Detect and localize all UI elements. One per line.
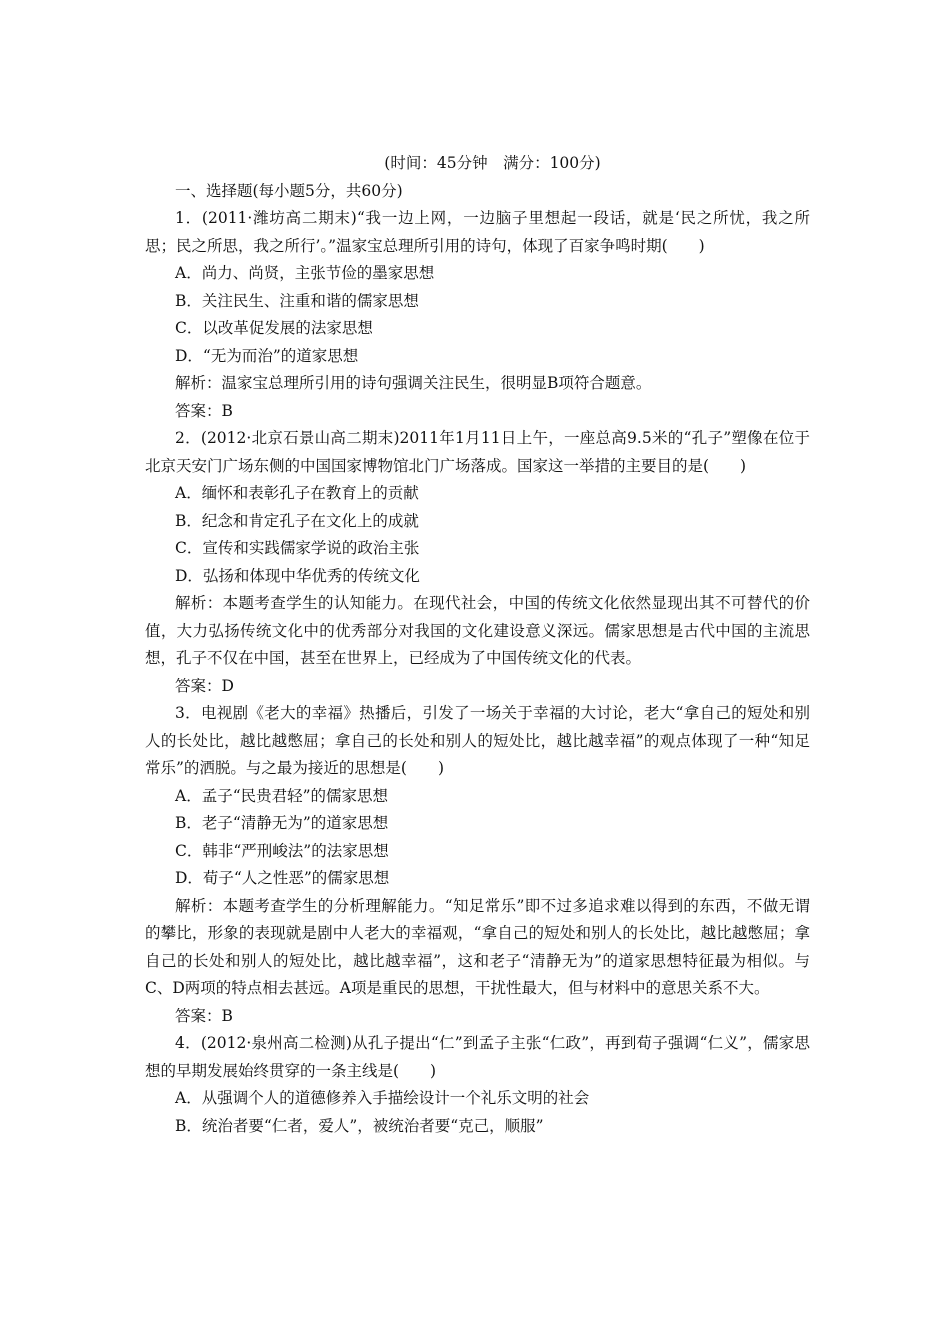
question-3-option-b: B．老子“清静无为”的道家思想 <box>175 814 389 832</box>
question-1-answer: 答案：B <box>175 401 233 420</box>
document-body <box>145 150 810 1140</box>
question-3-stem: 3．电视剧《老大的幸福》热播后，引发了一场关于幸福的大讨论，老大“拿自己的短处和别人的长处比，越比越憋屈；拿自己的长处和别人的短处比，越比越幸福”的观点体现了一种“知足常乐”的洒脱。与之最为接近的思想是( ) <box>145 704 810 777</box>
question-3-analysis: 解析：本题考查学生的分析理解能力。“知足常乐”即不过多追求难以得到的东西，不做无谓的攀比，形象的表现就是剧中人老大的幸福观，“拿自己的短处和别人的长处比，越比越憋屈；拿自己的长处和别人的短处比，越比越幸福”，这和老子“清静无为”的道家思想特征最为相似。与C、D两项的特点相去甚远。A项是重民的思想，干扰性最大，但与材料中的意思关系不大。 <box>145 896 810 997</box>
question-4-option-a: A．从强调个人的道德修养入手描绘设计一个礼乐文明的社会 <box>175 1089 590 1107</box>
question-2-stem: 2．(2012·北京石景山高二期末)2011年1月11日上午，一座总高9.5米的“孔子”塑像在位于北京天安门广场东侧的中国国家博物馆北门广场落成。国家这一举措的主要目的是( ) <box>145 429 810 475</box>
section-title: 一、选择题(每小题5分，共60分) <box>175 181 403 200</box>
question-2-option-d: D．弘扬和体现中华优秀的传统文化 <box>175 566 420 585</box>
question-1-analysis: 解析：温家宝总理所引用的诗句强调关注民生，很明显B项符合题意。 <box>175 374 652 392</box>
question-2-option-a: A．缅怀和表彰孔子在教育上的贡献 <box>175 484 419 502</box>
question-2-analysis: 解析：本题考查学生的认知能力。在现代社会，中国的传统文化依然显现出其不可替代的价值，大力弘扬传统文化中的优秀部分对我国的文化建设意义深远。儒家思想是古代中国的主流思想，孔子不仅在中国，甚至在世界上，已经成为了中国传统文化的代表。 <box>145 594 810 667</box>
question-2-option-b: B．纪念和肯定孔子在文化上的成就 <box>175 511 419 530</box>
question-1-option-b: B．关注民生、注重和谐的儒家思想 <box>175 291 419 310</box>
question-3-answer: 答案：B <box>175 1006 233 1025</box>
exam-header: (时间：45分钟 满分：100分) <box>384 154 601 172</box>
question-2-answer: 答案：D <box>175 676 234 695</box>
question-1-stem: 1．(2011·潍坊高二期末)“我一边上网，一边脑子里想起一段话，就是‘民之所忧，我之所思；民之所思，我之所行’。”温家宝总理所引用的诗句，体现了百家争鸣时期( ) <box>145 209 810 255</box>
question-3-option-d: D．荀子“人之性恶”的儒家思想 <box>175 869 390 887</box>
question-2-option-c: C．宣传和实践儒家学说的政治主张 <box>175 539 420 557</box>
question-4-stem: 4．(2012·泉州高二检测)从孔子提出“仁”到孟子主张“仁政”，再到荀子强调“仁义”，儒家思想的早期发展始终贯穿的一条主线是( ) <box>145 1034 810 1080</box>
question-3-option-a: A．孟子“民贵君轻”的儒家思想 <box>175 786 389 805</box>
question-4-option-b: B．统治者要“仁者，爱人”，被统治者要“克己，顺服” <box>175 1116 544 1135</box>
question-3-option-c: C．韩非“严刑峻法”的法家思想 <box>175 841 389 860</box>
question-1-option-c: C．以改革促发展的法家思想 <box>175 319 373 337</box>
question-1-option-d: D．“无为而治”的道家思想 <box>175 346 359 365</box>
question-1-option-a: A．尚力、尚贤，主张节俭的墨家思想 <box>175 264 435 282</box>
